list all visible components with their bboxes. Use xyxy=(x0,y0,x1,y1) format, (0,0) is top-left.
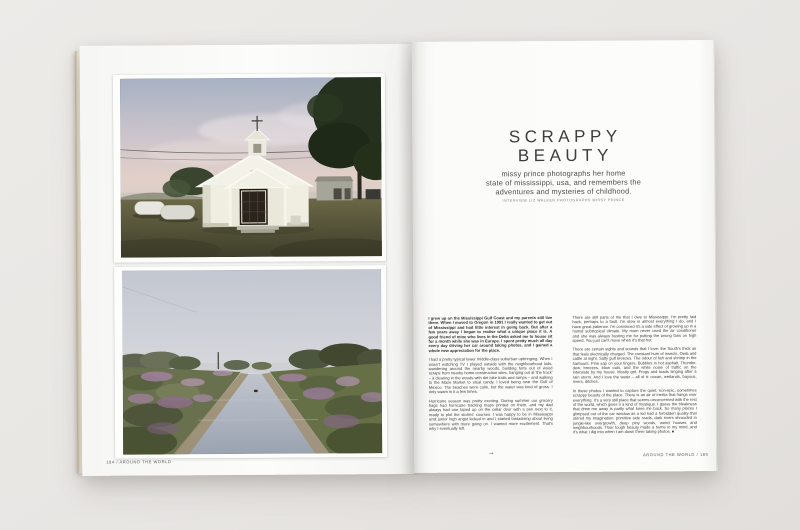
body-column-2 xyxy=(572,315,697,456)
paragraph-lead: I grew up on the Mississippi Gulf Coast and my parents still live there. When I moved to Oregon in 1991 I really wanted to get out of Mississippi and had little interest in going back. But after a few years away I began to realise what a unique place it is. A good friend of mine who lives in the Delta asked me to house sit for a month while she was in Europe. I spent pretty much all day every day driving her car around taking photos, and I gained a whole new appreciation for the place. xyxy=(428,316,553,354)
left-page xyxy=(80,44,415,476)
paragraph-text: In these photos I wanted to capture the quiet, non-epic, sometimes scrappy beauty of the place. There is an air of inertia that hangs over everything. It's a very still place that seems unconcerned with the rest of the world, which gives it a kind of mystique. I guess the bleakness that drew me away is partly what lures me back. So many places I glimpsed out of the car window as a kid had a forbidden quality that stirred my imagination: primitive side roads, dark rivers shrouded in jungle-like overgrowth, deep piny woods, weird houses and neighbourhoods. Their tough beauty made a home in my mind, and it's what I dig into when I am down there taking photos. xyxy=(572,388,697,435)
paragraph: There are still parts of me that I owe to Mississippi. I'm pretty laid back, perhaps to a fault. I'm slow in almost everything I do, and I have great patience. I'm convinced it's a side effect of growing up in a humid subtropical climate. My mum never used the air conditioner and she was always busting me for putting the wrong fans on high speed. You just can't move when it's that hot. xyxy=(572,315,697,344)
article-standfirst xyxy=(412,169,714,197)
standfirst-line: adventures and mysteries of childhood. xyxy=(495,186,632,196)
body-text xyxy=(428,315,701,457)
title-line-1: SCRAPPY xyxy=(508,126,622,147)
paragraph: I had a pretty typical lower middle-class suburban upbringing. When I wasn't watching TV I played outside with the neighbourhood kids, wandering around the nearby woods, building forts out of wood scraps from nearby home construction sites, hanging out at 'the track' – a clearing in the woods with dirt bike trails and ramps – and walking to the Maze Market to steal candy. I loved being near the Gulf of Mexico. The beaches were calm, but the water was kind of gross. I only swam in it a few times. xyxy=(428,357,553,395)
bayou-photo xyxy=(122,269,382,455)
left-page-folio: 184 / AROUND THE WORLD xyxy=(106,460,172,465)
body-column-1 xyxy=(428,316,553,457)
byline: INTERVIEW LIZ WALKER PHOTOGRAPHS MISSY PRINCE xyxy=(502,198,625,203)
paragraph: Hurricane season was pretty exciting. During summer our grocery bags had hurricane tracking maps printed on them, and my dad always had one taped up on the cellar door with a pen next to it, ready to plot the storms' courses. I was happy to be in Mississippi until junior high angst kicked in and I started fantasising about living somewhere with more going on. I wanted more excitement. That's why I eventually left. xyxy=(428,398,553,432)
photo-print-bayou xyxy=(114,265,387,459)
right-page-folio: AROUND THE WORLD / 185 xyxy=(642,453,709,458)
standfirst-line: state of mississippi, usa, and remembers the xyxy=(485,177,642,188)
title-line-2: BEAUTY xyxy=(517,145,613,165)
photo-print-church xyxy=(113,73,386,263)
magazine-spread xyxy=(78,40,717,478)
paragraph: There are certain sights and sounds that I love: the South's thick air that feels electrically charged. The constant hum of insects. Owls and cattle at night. Salty gulf breezes. The odour of fish and shrimp in the harbours. Pine sap on your fingers. Bubbles in hot asphalt. Thunder, dew, breezes, blow outs, and the white noise of traffic on the interstate by my house. Mostly grit. Frogs and toads singing after a rain storm. And I love the water – all of it: ocean, wetlands, bayous, rivers, ditches. xyxy=(572,347,697,385)
article-title xyxy=(412,127,714,166)
church-photo xyxy=(120,77,382,258)
right-page xyxy=(412,40,718,473)
paragraph xyxy=(573,388,697,435)
end-mark: ■ xyxy=(671,430,675,435)
standfirst-line: missy prince photographs her home xyxy=(501,168,626,179)
continuation-arrow-icon: → xyxy=(487,449,495,457)
